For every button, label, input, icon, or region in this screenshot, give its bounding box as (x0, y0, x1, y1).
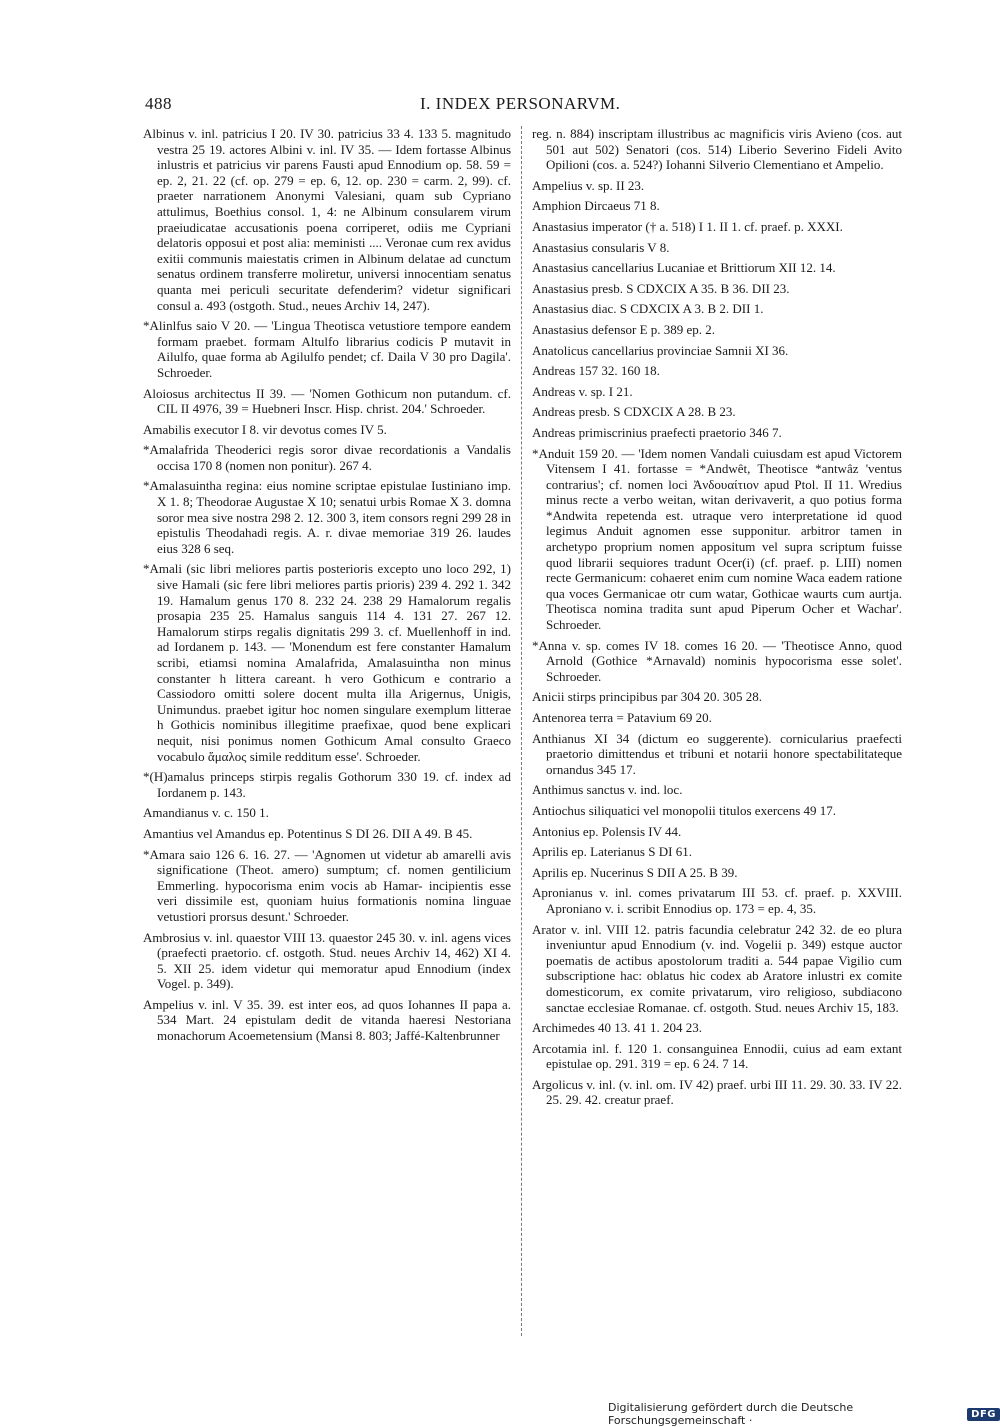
index-entry: Ambrosius v. inl. quaestor VIII 13. quaestor 245 30. v. inl. agens vices (praefecti praetorio. cf. ostgoth. Stud. neues Archiv 14, 462) XI 4. 5. XII 25. idem videtur qui memoratur apud Ennodium (index Vogel. p. 349). (143, 929, 511, 992)
index-entry: Archimedes 40 13. 41 1. 204 23. (532, 1020, 703, 1036)
left-column (143, 126, 511, 1049)
index-entry: *Amalasuintha regina: eius nomine scriptae epistulae Iustiniano imp. X 1. 8; Theodorae Augustae X 10; senatui urbis Romae X 3. domna soror mea sive nostra 298 2. 12. 300 3, item consors regni 299 28 in epistulis Theodahadi regis. A. r. divae memoriae 319 26. laudes eius 328 6 seq. (143, 478, 511, 556)
index-entry: Amabilis executor I 8. vir devotus comes IV 5. (143, 421, 387, 437)
index-entry: Anastasius diac. S CDXCIX A 3. B 2. DII 1. (532, 301, 764, 317)
index-entry: Amandianus v. c. 150 1. (143, 805, 269, 821)
index-entry: Andreas 157 32. 160 18. (532, 363, 660, 379)
index-entry: Arcotamia inl. f. 120 1. consanguinea Ennodii, cuius ad eam extant epistulae op. 291. 319 = ep. 6 24. 7 14. (532, 1040, 902, 1072)
index-entry: Aloiosus architectus II 39. — 'Nomen Gothicum non putandum. cf. CIL II 4976, 39 = Huebneri Inscr. Hisp. christ. 204.' Schroeder. (143, 385, 511, 417)
index-entry: Anastasius presb. S CDXCIX A 35. B 36. DII 23. (532, 280, 790, 296)
index-entry: Andreas v. sp. I 21. (532, 383, 633, 399)
index-entry: Anatolicus cancellarius provinciae Samnii XI 36. (532, 342, 789, 358)
index-entry: *Amalafrida Theoderici regis soror divae recordationis a Vandalis occisa 170 8 (nomen non ponitur). 267 4. (143, 442, 511, 473)
index-entry: Albinus v. inl. patricius I 20. IV 30. patricius 33 4. 133 5. magnitudo vestra 25 19. actores Albini v. inl. IV 35. — Idem fortasse Albinus inlustris et patricius vir parens Fausti apud Ennodium op. 58. 59 = ep. 2, 21. 22 (cf. op. 279 = ep. 6, 12. op. 230 = carm. 2, 99). cf. praeter narrationem Anonymi Valesiani, quam sub Cypriano attulimus, Boethius consol. 1, 4: ne Albinum consularem virum praeiudicatae accusationis poena corriperet, odiis me Cypriani delatoris opposui et post alia: meministi .... Veronae cum rex avidus exitii communis maiestatis crimen in Albinum delatae ad cunctum senatus ordinem transferre moliretur, universi innocentiam senatus quanta mei periculi securitate defenderim? videtur significari consul a. 493 (ostgoth. Stud., neues Archiv 14, 247). (143, 126, 511, 313)
running-title: I. INDEX PERSONARVM. (420, 94, 621, 113)
index-entry: Anastasius cancellarius Lucaniae et Brittiorum XII 12. 14. (532, 260, 836, 276)
index-entry: *Alinlfus saio V 20. — 'Lingua Theotisca vetustiore tempore eandem formam praebet. formam Altulfo librarius codicis P mutavit in Ailulfo, quae forma ab Agilulfo pendet; cf. Daila V 30 pro Dagila'. Schroeder. (143, 318, 511, 380)
index-entry: Aprilis ep. Nucerinus S DII A 25. B 39. (532, 864, 738, 880)
index-entry: Anastasius defensor E p. 389 ep. 2. (532, 321, 716, 337)
index-entry: *Anna v. sp. comes IV 18. comes 16 20. — 'Theotisce Anno, quod Arnold (Gothice *Arnavald) nominis hypocorisma esse solet'. Schroeder. (532, 637, 902, 684)
index-entry: *(H)amalus princeps stirpis regalis Gothorum 330 19. cf. index ad Iordanem p. 143. (143, 769, 511, 800)
index-entry: *Amara saio 126 6. 16. 27. — 'Agnomen ut videtur ab amarelli avis significatione (Theot. amero) sumptum; cf. nomen gentilicium Emmerling. hypocorisma enim vocis ab Hamar- incipientis esse veri dissimile est, quoniam huius formationis nomina linguae vetustiori prorsus desunt.' Schroeder. (143, 846, 511, 924)
index-entry: Arator v. inl. VIII 12. patris facundia celebratur 242 32. de eo plura inveniuntur apud Ennodium (v. ind. Vogelii p. 349) estque auctor poematis de actibus apostolorum traditi a. 544 papae Vigilio cum subscriptione hac: oblatus hic codex ab Aratore inlustri ex comite domesticorum, ex comite privatarum, viro religioso, subdiacono sanctae ecclesiae Romanae. cf. ostgoth. Stud. neues Archiv 15, 183. (532, 921, 902, 1015)
column-divider (521, 126, 522, 1336)
index-entry: Anastasius imperator († a. 518) I 1. II 1. cf. praef. p. XXXI. (532, 218, 843, 234)
index-entry: Aprilis ep. Laterianus S DI 61. (532, 844, 692, 860)
digitization-footer (608, 1401, 1000, 1427)
index-entry: Antiochus siliquatici vel monopolii titulos exercens 49 17. (532, 802, 837, 818)
right-column (532, 126, 902, 1113)
index-entry: Amantius vel Amandus ep. Potentinus S DI 26. DII A 49. B 45. (143, 825, 473, 841)
page-header (145, 94, 900, 118)
index-entry: *Anduit 159 20. — 'Idem nomen Vandali cuiusdam est apud Victorem Vitensem I 41. fortasse = *Andwêt, Theotisce *antwâz 'ventus contrarius'; cf. nomen loci Ἀνδουαίτιον apud Ptol. II 11. Wredius minus recte a verbo weitan, witan derivaverit, a quo potius forma *Andwita repetenda est. utraque vero interpretatione id quod legimus Anduit agnomen esse supponitur. arbitror tamen in archetypo proprium nomen appositum vel supra scriptum fuisse quod librarii sequiores tradunt Ocer(i) (cf. praef. p. LIII) nomen recte Germanicum: cohaeret enim cum nomine Waca eadem ratione qua voces Germanicae otr cum watar, Gothicae waurts cum aurtja. Theotisca nomina tradita sunt apud Piperum Ocher et Wachar'. Schroeder. (532, 445, 902, 633)
footer-text: Digitalisierung gefördert durch die Deutsche Forschungsgemeinschaft · (608, 1401, 854, 1427)
index-entry: Argolicus v. inl. (v. inl. om. IV 42) praef. urbi III 11. 29. 30. 33. IV 22. 25. 29. 42. creatur praef. (532, 1076, 902, 1108)
index-entry: Ampelius v. inl. V 35. 39. est inter eos, ad quos Iohannes II papa a. 534 Mart. 24 epistulam dedit de vitanda haeresi Nestoriana monachorum Acoemetensium (Mansi 8. 803; Jaffé-Kaltenbrunner (143, 996, 511, 1044)
index-entry: Antenorea terra = Patavium 69 20. (532, 710, 712, 725)
index-entry: *Amali (sic libri meliores partis posterioris excepto uno loco 292, 1) sive Hamali (sic fere libri meliores partis prioris) 239 4. 292 1. 342 19. Hamalum genus 170 8. 232 24. 238 29 Hamalorum regalis prosapia 235 25. Hamalus sanguis 114 4. 131 27. 267 12. Hamalorum stirps regalis dignitatis 299 3. cf. Muellenhoff in ind. ad Iordanem p. 143. — 'Monendum est fere constanter Hamalum scribi, etiamsi nomina Amalafrida, Amalasuintha non minus constanter h littera careant. h vero Gothicum e contrario a Cassiodoro omitti solere docent multa illa Arigernus, Unigis, Unimundus. praebet igitur hoc nomen singulare exemplum litterae h Gothicis nominibus illegitime praefixae, quod bene explicari nequit, nisi ponimus nomen Gothicum Amal consulto Graeco vocabulo ἅμαλος simile redditum esse'. Schroeder. (143, 561, 511, 764)
index-entry: Amphion Dircaeus 71 8. (532, 198, 660, 214)
index-entry: Anthianus XI 34 (dictum eo suggerente). cornicularius praefecti praetorio dimittendus et tribuni et notarii honore spectabilitateque ornandus 345 17. (532, 730, 902, 777)
index-entry: Anthimus sanctus v. ind. loc. (532, 782, 683, 798)
page-number: 488 (145, 94, 172, 113)
index-entry: Andreas presb. S CDXCIX A 28. B 23. (532, 404, 736, 420)
dfg-logo: DFG (967, 1408, 1000, 1421)
index-entry: Anastasius consularis V 8. (532, 239, 670, 255)
index-entry: Andreas primiscrinius praefecti praetorio 346 7. (532, 424, 782, 440)
index-entry: Antonius ep. Polensis IV 44. (532, 823, 682, 839)
index-entry: Apronianus v. inl. comes privatarum III 53. cf. praef. p. XXVIII. Apronianо v. i. scribit Ennodius op. 173 = ep. 4, 35. (532, 885, 902, 916)
index-entry: reg. n. 884) inscriptam illustribus ac magnificis viris Avieno (cos. aut 501 aut 502) Senatori (cos. 514) Liberio Severino Fideli Avito Opilioni (cos. a. 524?) Iohanni Silverio Clementiano et Ampelio. (532, 126, 902, 173)
index-entry: Anicii stirps principibus par 304 20. 305 28. (532, 689, 763, 705)
index-entry: Ampelius v. sp. II 23. (532, 177, 645, 193)
